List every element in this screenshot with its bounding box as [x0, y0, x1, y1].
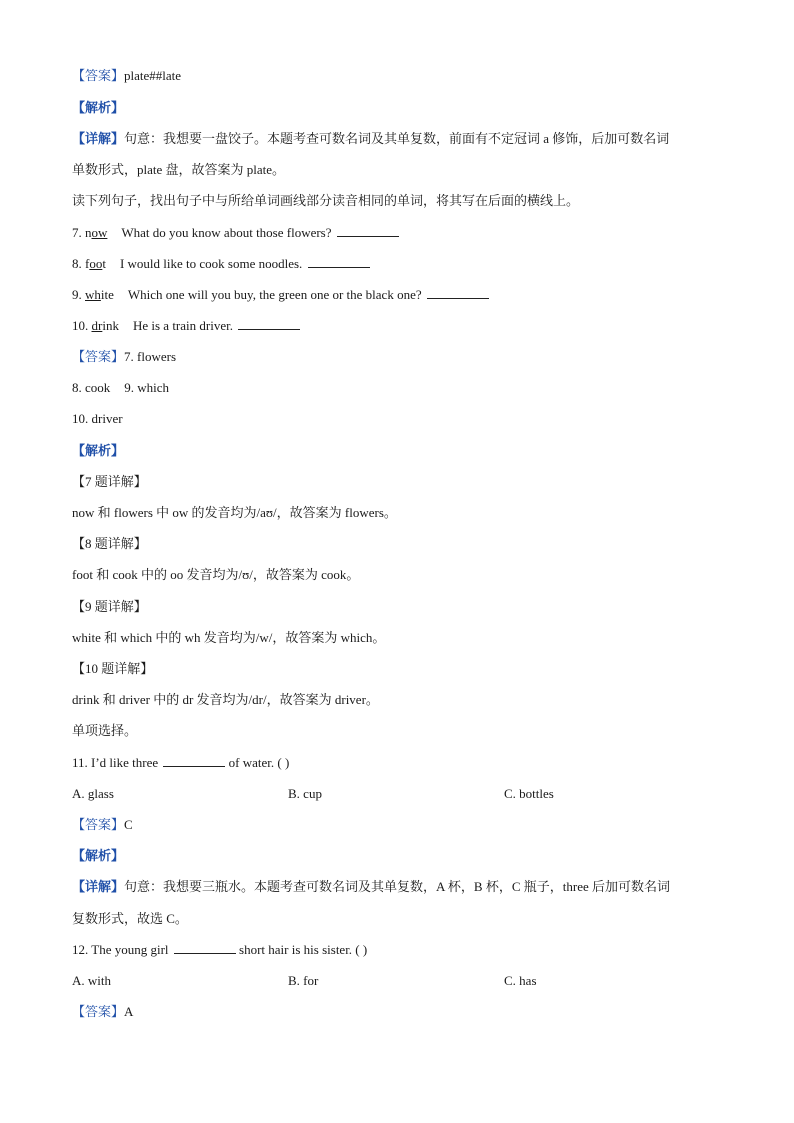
analysis-heading-3 — [72, 847, 724, 865]
detail-text: foot 和 cook 中的 oo 发音均为/ʊ/，故答案为 cook。 — [72, 567, 360, 582]
answer-tag: 【答案】 — [72, 349, 125, 364]
underlined-letters: wh — [85, 287, 101, 302]
detail-text: 句意：我想要三瓶水。本题考查可数名词及其单复数，A 杯，B 杯，C 瓶子，three 后加可数名词 — [124, 879, 671, 894]
answer-line-2c — [72, 410, 724, 428]
question-7 — [72, 224, 724, 242]
detail-tag: 【详解】 — [72, 879, 125, 894]
question-11 — [72, 754, 724, 772]
answer-blank — [163, 754, 225, 767]
answer-text: 7. flowers — [124, 349, 177, 364]
question-sentence: He is a train driver. — [132, 318, 233, 333]
detail-9-heading — [72, 598, 724, 616]
instruction-text: 读下列句子，找出句子中与所给单词画线部分读音相同的单词，将其写在后面的横线上。 — [72, 193, 580, 208]
answer-blank — [337, 224, 399, 237]
question-text: short hair is his sister. ( ) — [239, 942, 368, 957]
option-c: C. has — [504, 973, 537, 988]
section-heading — [72, 722, 724, 740]
option-b: B. cup — [288, 786, 322, 801]
analysis-heading-1 — [72, 99, 724, 117]
question-10 — [72, 317, 724, 335]
detail-text: 句意：我想要一盘饺子。本题考查可数名词及其单复数，前面有不定冠词 a 修饰，后加可数名词 — [124, 131, 670, 146]
question-number: 9. — [72, 287, 85, 302]
answer-tag: 【答案】 — [72, 1004, 125, 1019]
option-b: B. for — [288, 973, 319, 988]
answer-text: A — [124, 1004, 134, 1019]
question-number: 8. — [72, 256, 85, 271]
detail-heading: 【9 题详解】 — [72, 599, 147, 614]
word-part: f — [85, 256, 90, 271]
answer-line-3 — [72, 816, 724, 834]
detail-10-heading — [72, 660, 724, 678]
question-sentence: I would like to cook some noodles. — [119, 256, 303, 271]
question-number: 10. — [72, 318, 92, 333]
answer-text: 10. driver — [72, 411, 123, 426]
detail-8-text — [72, 566, 724, 584]
answer-tag: 【答案】 — [72, 817, 125, 832]
question-sentence: Which one will you buy, the green one or the black one? — [127, 287, 422, 302]
analysis-heading-2 — [72, 442, 724, 460]
question-sentence: What do you know about those flowers? — [121, 225, 332, 240]
question-8 — [72, 255, 724, 273]
detail-line-1b — [72, 161, 724, 179]
analysis-tag: 【解析】 — [72, 443, 125, 458]
answer-blank — [308, 255, 370, 268]
option-a: A. glass — [72, 786, 114, 801]
analysis-tag: 【解析】 — [72, 100, 125, 115]
detail-text: 复数形式，故选 C。 — [72, 911, 188, 926]
answer-line-1 — [72, 67, 724, 85]
answer-text: 9. which — [124, 380, 170, 395]
word-part: ink — [102, 318, 119, 333]
detail-line-3b — [72, 910, 724, 928]
detail-heading: 【7 题详解】 — [72, 474, 147, 489]
answer-blank — [238, 317, 300, 330]
option-c: C. bottles — [504, 786, 554, 801]
detail-10-text — [72, 691, 724, 709]
detail-text: now 和 flowers 中 ow 的发音均为/aʊ/，故答案为 flowers。 — [72, 505, 397, 520]
answer-blank — [427, 286, 489, 299]
analysis-tag: 【解析】 — [72, 848, 125, 863]
detail-line-1a — [72, 130, 724, 148]
question-number: 7. — [72, 225, 85, 240]
question-text: 11. I’d like three — [72, 755, 159, 770]
question-12 — [72, 941, 724, 959]
detail-tag: 【详解】 — [72, 131, 125, 146]
answer-text: 8. cook — [72, 380, 111, 395]
answer-blank — [174, 941, 236, 954]
detail-text: white 和 which 中的 wh 发音均为/w/，故答案为 which。 — [72, 630, 386, 645]
option-a: A. with — [72, 973, 111, 988]
word-part: t — [102, 256, 106, 271]
detail-line-3a — [72, 878, 724, 896]
underlined-letters: oo — [89, 256, 103, 271]
question-9 — [72, 286, 724, 304]
detail-text: drink 和 driver 中的 dr 发音均为/dr/，故答案为 driver。 — [72, 692, 379, 707]
detail-7-text — [72, 504, 724, 522]
detail-9-text — [72, 629, 724, 647]
question-text: of water. ( ) — [228, 755, 290, 770]
word-part: ite — [100, 287, 114, 302]
answer-tag: 【答案】 — [72, 68, 125, 83]
detail-7-heading — [72, 473, 724, 491]
detail-heading: 【8 题详解】 — [72, 536, 147, 551]
word-part: n — [85, 225, 92, 240]
answer-text: plate##late — [124, 68, 182, 83]
section-title: 单项选择。 — [72, 723, 138, 738]
answer-text: C — [124, 817, 133, 832]
detail-8-heading — [72, 535, 724, 553]
detail-text: 单数形式，plate 盘，故答案为 plate。 — [72, 162, 286, 177]
underlined-letters: dr — [91, 318, 103, 333]
detail-heading: 【10 题详解】 — [72, 661, 154, 676]
answer-line-2b — [72, 379, 724, 397]
answer-line-4 — [72, 1003, 724, 1021]
underlined-letters: ow — [91, 225, 108, 240]
question-text: 12. The young girl — [72, 942, 169, 957]
answer-line-2 — [72, 348, 724, 366]
instruction-line — [72, 192, 724, 210]
